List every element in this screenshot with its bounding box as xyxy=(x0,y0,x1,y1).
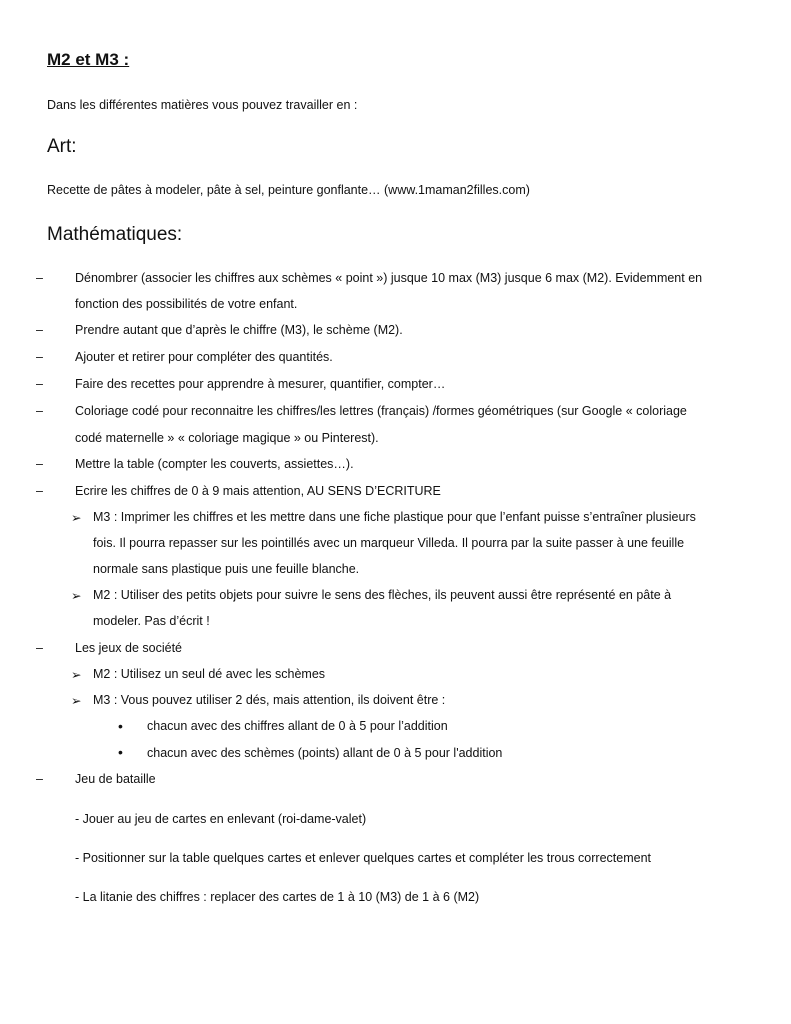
arrow-bullet-icon: ➢ xyxy=(71,511,82,525)
plain-line-text: - Positionner sur la table quelques cartes et enlever quelques cartes et compléter les trous correctement xyxy=(75,851,651,865)
dot-bullet: • xyxy=(118,744,123,760)
sub-sub-item-text: chacun avec des schèmes (points) allant de 0 à 5 pour l'addition xyxy=(147,746,503,760)
dash-bullet: – xyxy=(36,377,43,391)
arrow-bullet-icon: ➢ xyxy=(71,668,82,682)
arrow-bullet-icon: ➢ xyxy=(71,589,82,603)
dash-bullet: – xyxy=(36,404,43,418)
page-title: M2 et M3 : xyxy=(47,50,130,69)
sub-item-text: normale sans plastique puis une feuille blanche. xyxy=(93,562,360,576)
dash-bullet: – xyxy=(36,350,43,364)
dash-bullet: – xyxy=(36,772,43,786)
dash-bullet: – xyxy=(36,484,43,498)
math-heading: Mathématiques: xyxy=(47,224,183,245)
dash-bullet: – xyxy=(36,323,43,337)
list-item-text: Faire des recettes pour apprendre à mesurer, quantifier, compter… xyxy=(75,377,446,391)
plain-line-text: - Jouer au jeu de cartes en enlevant (roi-dame-valet) xyxy=(75,812,367,826)
list-item-text: Prendre autant que d’après le chiffre (M3), le schème (M2). xyxy=(75,323,403,337)
sub-item-text: fois. Il pourra repasser sur les pointillés avec un marqueur Villeda. Il pourra par la suite passer à une feuille xyxy=(93,536,685,550)
sub-item-text: M3 : Imprimer les chiffres et les mettre dans une fiche plastique pour que l’enfant puisse s’entraîner plusieurs xyxy=(93,510,696,524)
list-item-text: Mettre la table (compter les couverts, assiettes…). xyxy=(75,457,354,471)
list-item-text: Ecrire les chiffres de 0 à 9 mais attention, AU SENS D’ECRITURE xyxy=(75,484,441,498)
sub-sub-item-text: chacun avec des chiffres allant de 0 à 5 pour l’addition xyxy=(147,719,448,733)
list-item-text: Ajouter et retirer pour compléter des quantités. xyxy=(75,350,333,364)
arrow-bullet-icon: ➢ xyxy=(71,694,82,708)
dot-bullet: • xyxy=(118,718,123,734)
list-item-text: Jeu de bataille xyxy=(75,772,156,786)
sub-item-text: M3 : Vous pouvez utiliser 2 dés, mais attention, ils doivent être : xyxy=(93,693,446,707)
list-item-text: codé maternelle » « coloriage magique » ou Pinterest). xyxy=(75,431,379,445)
dash-bullet: – xyxy=(36,641,43,655)
art-text: Recette de pâtes à modeler, pâte à sel, peinture gonflante… (www.1maman2filles.com) xyxy=(47,183,530,197)
intro-text: Dans les différentes matières vous pouvez travailler en : xyxy=(47,98,358,112)
list-item-text: Dénombrer (associer les chiffres aux schèmes « point ») jusque 10 max (M3) jusque 6 max (M2). Evidemment en xyxy=(75,271,703,285)
list-item-text: Coloriage codé pour reconnaitre les chiffres/les lettres (français) /formes géométriques (sur Google « coloriage xyxy=(75,404,687,418)
sub-item-text: modeler. Pas d’écrit ! xyxy=(93,614,210,628)
list-item-text: Les jeux de société xyxy=(75,641,183,655)
list-item-text: fonction des possibilités de votre enfant. xyxy=(75,297,298,311)
sub-item-text: M2 : Utilisez un seul dé avec les schèmes xyxy=(93,667,326,681)
sub-item-text: M2 : Utiliser des petits objets pour suivre le sens des flèches, ils peuvent aussi être représenté en pâte à xyxy=(93,588,672,602)
dash-bullet: – xyxy=(36,457,43,471)
plain-line-text: - La litanie des chiffres : replacer des cartes de 1 à 10 (M3) de 1 à 6 (M2) xyxy=(75,890,480,904)
art-heading: Art: xyxy=(47,136,77,157)
dash-bullet: – xyxy=(36,271,43,285)
